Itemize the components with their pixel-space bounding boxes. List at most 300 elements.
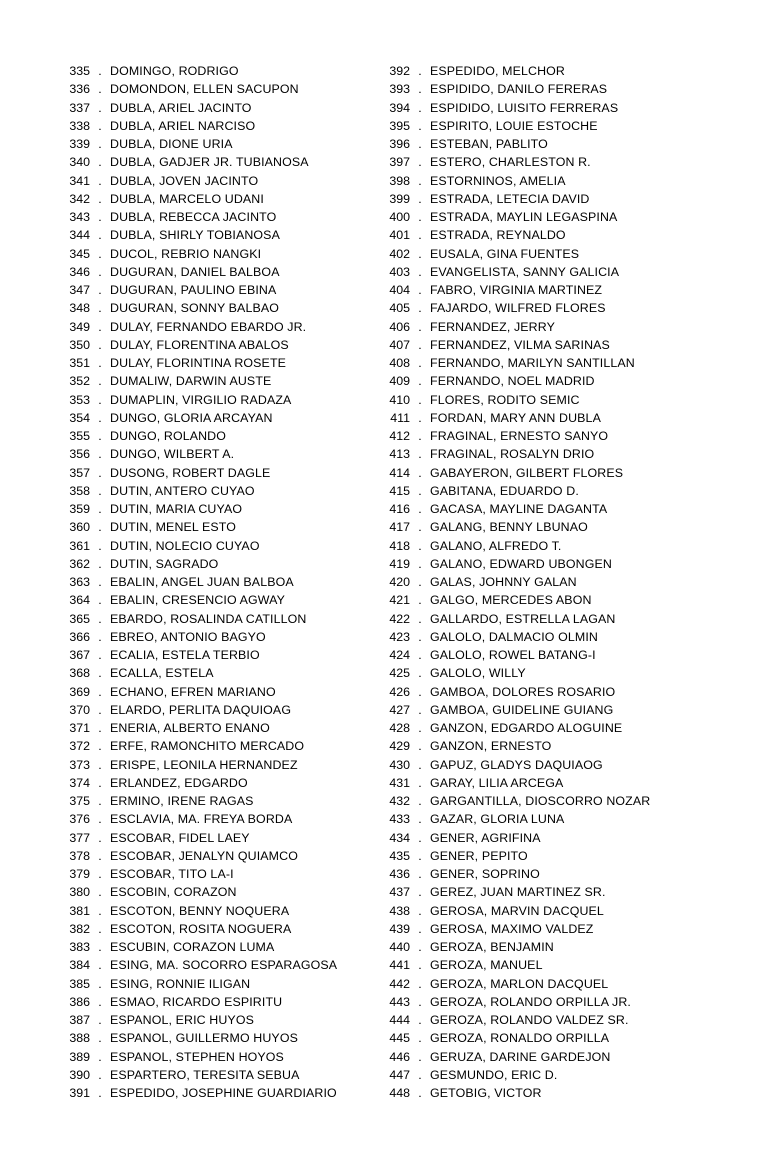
list-item-number: 385 — [69, 976, 90, 991]
list-item-separator: . — [418, 538, 422, 553]
list-item-number: 432 — [389, 794, 410, 808]
list-item-number: 363 — [69, 575, 90, 589]
list-item-number: 426 — [389, 684, 410, 699]
list-item — [380, 810, 720, 828]
list-item — [60, 99, 380, 117]
list-item-name: GERUZA, DARINE GARDEJON — [430, 1049, 611, 1064]
list-item-number: 399 — [389, 191, 410, 206]
list-item-number: 374 — [69, 775, 90, 790]
list-item-name: GEROZA, ROLANDO VALDEZ SR. — [430, 1013, 629, 1027]
list-item-number: 337 — [69, 100, 90, 115]
list-item-number: 446 — [389, 1049, 410, 1064]
list-item-name: ESPEDIDO, JOSEPHINE GUARDIARIO — [110, 1086, 337, 1100]
list-item-number: 424 — [389, 648, 410, 662]
list-item-number: 416 — [389, 502, 410, 516]
list-item-separator: . — [98, 374, 102, 389]
name-list-column-right — [380, 62, 720, 1102]
list-item-number: 364 — [69, 593, 90, 608]
list-item-separator: . — [98, 465, 102, 480]
list-item-separator: . — [98, 392, 102, 407]
list-item-separator: . — [98, 356, 102, 370]
list-item-name: ESPANOL, STEPHEN HOYOS — [110, 1049, 284, 1064]
list-item — [60, 1011, 380, 1029]
list-item-number: 388 — [69, 1031, 90, 1046]
list-item-name: DUMALIW, DARWIN AUSTE — [110, 374, 272, 389]
list-item-name: ESCOTON, BENNY NOQUERA — [110, 903, 290, 918]
list-item-number: 433 — [389, 812, 410, 827]
list-item-separator: . — [98, 1013, 102, 1027]
list-item-number: 443 — [389, 994, 410, 1009]
list-item-name: GEROZA, BENJAMIN — [430, 940, 554, 954]
list-item-name: DOMONDON, ELLEN SACUPON — [110, 82, 299, 97]
list-item-separator: . — [418, 757, 422, 772]
list-item-separator: . — [418, 447, 422, 462]
list-item-separator: . — [418, 1049, 422, 1064]
list-item — [60, 263, 380, 281]
list-item-separator: . — [418, 155, 422, 170]
list-item-number: 420 — [389, 575, 410, 589]
list-item-name: DULAY, FLORINTINA ROSETE — [110, 356, 287, 370]
list-item-separator: . — [98, 867, 102, 881]
list-item-name: EBREO, ANTONIO BAGYO — [110, 629, 266, 644]
list-item-name: GEROSA, MARVIN DACQUEL — [430, 903, 604, 918]
list-item-separator: . — [98, 319, 102, 334]
list-item-number: 382 — [69, 921, 90, 936]
list-item-name: EBARDO, ROSALINDA CATILLON — [110, 611, 307, 626]
list-item — [60, 135, 380, 153]
list-item-separator: . — [98, 429, 102, 443]
list-item — [60, 1029, 380, 1047]
list-item-separator: . — [418, 702, 422, 717]
list-item — [60, 646, 380, 664]
list-item-name: DUGURAN, SONNY BALBAO — [110, 301, 279, 316]
list-item-name: GALOLO, ROWEL BATANG-I — [430, 648, 596, 662]
list-item — [60, 518, 380, 536]
list-item-number: 344 — [69, 228, 90, 243]
list-item-separator: . — [418, 465, 422, 480]
list-item-number: 357 — [69, 465, 90, 480]
list-item-separator: . — [98, 337, 102, 352]
list-item-separator: . — [98, 940, 102, 954]
list-item-number: 350 — [69, 337, 90, 352]
list-item — [60, 591, 380, 609]
list-item — [60, 500, 380, 518]
list-item-separator: . — [418, 611, 422, 626]
list-item-number: 400 — [389, 210, 410, 224]
list-item-number: 368 — [69, 666, 90, 681]
list-item-separator: . — [98, 1031, 102, 1046]
list-item-name: DOMINGO, RODRIGO — [110, 64, 239, 78]
list-item-separator: . — [418, 940, 422, 954]
list-item — [60, 336, 380, 354]
list-item — [380, 518, 720, 536]
list-item-separator: . — [98, 739, 102, 754]
list-item — [380, 464, 720, 482]
list-item — [60, 62, 380, 80]
list-item-separator: . — [418, 374, 422, 389]
list-item — [380, 683, 720, 701]
list-item-separator: . — [98, 611, 102, 626]
list-item-number: 444 — [389, 1013, 410, 1027]
list-item-separator: . — [98, 958, 102, 973]
list-item — [380, 847, 720, 865]
list-item — [60, 792, 380, 810]
list-item-name: DUTIN, NOLECIO CUYAO — [110, 538, 260, 553]
list-item-number: 389 — [69, 1049, 90, 1064]
list-item-name: EUSALA, GINA FUENTES — [430, 246, 580, 261]
list-item-separator: . — [98, 100, 102, 115]
list-item — [380, 610, 720, 628]
list-item — [60, 1084, 380, 1102]
list-item-number: 417 — [389, 520, 410, 535]
list-item-separator: . — [418, 830, 422, 845]
list-item-separator: . — [98, 666, 102, 681]
list-item-separator: . — [98, 246, 102, 261]
list-item-name: FORDAN, MARY ANN DUBLA — [430, 410, 601, 425]
list-item-name: ERISPE, LEONILA HERNANDEZ — [110, 757, 298, 772]
list-item-name: EVANGELISTA, SANNY GALICIA — [430, 264, 620, 279]
list-item — [60, 208, 380, 226]
list-item-number: 369 — [69, 684, 90, 699]
list-item-name: ERFE, RAMONCHITO MERCADO — [110, 739, 305, 754]
list-item-number: 372 — [69, 739, 90, 754]
list-item-number: 377 — [69, 830, 90, 845]
list-item-name: ESMAO, RICARDO ESPIRITU — [110, 994, 283, 1009]
list-item-number: 335 — [69, 64, 90, 78]
list-item-name: GALOLO, WILLY — [430, 666, 526, 681]
list-item-number: 351 — [69, 356, 90, 370]
list-item — [60, 226, 380, 244]
list-item-separator: . — [98, 538, 102, 553]
list-item-number: 359 — [69, 502, 90, 516]
list-item — [60, 409, 380, 427]
list-item-separator: . — [418, 356, 422, 370]
list-item-separator: . — [418, 994, 422, 1009]
list-item — [60, 445, 380, 463]
list-item-number: 380 — [69, 885, 90, 900]
list-item-separator: . — [98, 1067, 102, 1082]
list-item-name: GENER, SOPRINO — [430, 867, 540, 881]
list-item-separator: . — [98, 173, 102, 188]
list-item-name: GETOBIG, VICTOR — [430, 1086, 542, 1100]
list-item-number: 396 — [389, 137, 410, 151]
list-item-separator: . — [98, 64, 102, 78]
list-item-number: 353 — [69, 392, 90, 407]
list-item-number: 418 — [389, 538, 410, 553]
list-item-number: 397 — [389, 155, 410, 170]
list-item-name: GALGO, MERCEDES ABON — [430, 593, 592, 608]
list-item-separator: . — [418, 575, 422, 589]
list-item — [60, 719, 380, 737]
list-item — [60, 810, 380, 828]
list-item-number: 345 — [69, 246, 90, 261]
list-item-number: 401 — [389, 228, 410, 243]
list-item-number: 435 — [389, 848, 410, 863]
list-item — [380, 883, 720, 901]
list-item-number: 394 — [389, 100, 410, 115]
list-item-number: 371 — [69, 721, 90, 735]
list-item-separator: . — [418, 794, 422, 808]
list-item-separator: . — [98, 702, 102, 717]
list-item-name: ECALIA, ESTELA TERBIO — [110, 648, 260, 662]
list-item-separator: . — [98, 191, 102, 206]
list-item — [60, 975, 380, 993]
list-item-name: ELARDO, PERLITA DAQUIOAG — [110, 702, 292, 717]
list-item-separator: . — [98, 283, 102, 297]
list-item-name: DUBLA, ARIEL JACINTO — [110, 100, 252, 115]
list-item — [380, 865, 720, 883]
list-item-number: 409 — [389, 374, 410, 389]
list-item-separator: . — [418, 921, 422, 936]
list-item-separator: . — [418, 283, 422, 297]
list-item-name: GABAYERON, GILBERT FLORES — [430, 465, 624, 480]
list-item-number: 393 — [389, 82, 410, 97]
list-item-number: 428 — [389, 721, 410, 735]
list-item-name: DUNGO, GLORIA ARCAYAN — [110, 410, 273, 425]
list-item-name: EBALIN, CRESENCIO AGWAY — [110, 593, 285, 608]
list-item — [380, 190, 720, 208]
list-item — [380, 208, 720, 226]
list-item-separator: . — [418, 903, 422, 918]
list-item-separator: . — [418, 429, 422, 443]
list-item — [60, 920, 380, 938]
list-item-name: GAMBOA, GUIDELINE GUIANG — [430, 702, 614, 717]
name-list-column-left — [60, 62, 380, 1102]
list-item-separator: . — [98, 301, 102, 316]
list-item-number: 342 — [69, 191, 90, 206]
list-item — [380, 993, 720, 1011]
list-item-name: DUBLA, ARIEL NARCISO — [110, 118, 256, 133]
list-item-number: 421 — [389, 593, 410, 608]
list-item-name: GESMUNDO, ERIC D. — [430, 1067, 558, 1082]
list-item — [60, 464, 380, 482]
list-item-name: ECHANO, EFREN MARIANO — [110, 684, 276, 699]
list-item-separator: . — [98, 629, 102, 644]
list-item-separator: . — [418, 629, 422, 644]
list-item-name: ESTRADA, MAYLIN LEGASPINA — [430, 210, 618, 224]
list-item — [60, 774, 380, 792]
list-item — [380, 701, 720, 719]
list-item-separator: . — [418, 976, 422, 991]
list-item-separator: . — [418, 392, 422, 407]
list-item-number: 390 — [69, 1067, 90, 1082]
list-item — [380, 445, 720, 463]
list-item-name: DULAY, FERNANDO EBARDO JR. — [110, 319, 307, 334]
list-item-number: 341 — [69, 173, 90, 188]
list-item-separator: . — [98, 593, 102, 608]
list-item-number: 338 — [69, 118, 90, 133]
list-item-number: 448 — [389, 1086, 410, 1100]
list-item-name: FAJARDO, WILFRED FLORES — [430, 301, 606, 316]
list-item-number: 410 — [389, 392, 410, 407]
list-item-name: ECALLA, ESTELA — [110, 666, 214, 681]
list-item-separator: . — [98, 483, 102, 498]
list-item-name: FRAGINAL, ERNESTO SANYO — [430, 429, 609, 443]
list-item-number: 361 — [69, 538, 90, 553]
list-item-separator: . — [418, 885, 422, 900]
list-item-number: 422 — [389, 611, 410, 626]
list-item-number: 370 — [69, 702, 90, 717]
list-item — [380, 1029, 720, 1047]
list-item — [60, 482, 380, 500]
list-item-name: ERLANDEZ, EDGARDO — [110, 775, 248, 790]
list-item-separator: . — [98, 82, 102, 97]
list-item — [380, 391, 720, 409]
list-item-name: ESPIDIDO, DANILO FERERAS — [430, 82, 608, 97]
list-item-separator: . — [98, 118, 102, 133]
list-item-separator: . — [418, 100, 422, 115]
list-item-name: GALANO, EDWARD UBONGEN — [430, 556, 612, 571]
list-item-number: 340 — [69, 155, 90, 170]
list-item-separator: . — [98, 447, 102, 462]
list-item-separator: . — [418, 502, 422, 516]
list-item-name: ESPEDIDO, MELCHOR — [430, 64, 565, 78]
list-item — [60, 1048, 380, 1066]
list-item-number: 413 — [389, 447, 410, 462]
list-item — [380, 646, 720, 664]
list-item-name: GALLARDO, ESTRELLA LAGAN — [430, 611, 616, 626]
list-item — [60, 737, 380, 755]
list-item-name: ESTERO, CHARLESTON R. — [430, 155, 591, 170]
list-item — [380, 829, 720, 847]
list-item — [380, 1011, 720, 1029]
list-item-number: 403 — [389, 264, 410, 279]
list-item-separator: . — [418, 520, 422, 535]
list-item — [60, 610, 380, 628]
list-item-number: 387 — [69, 1013, 90, 1027]
list-item-number: 437 — [389, 885, 410, 900]
list-item — [380, 1084, 720, 1102]
list-item — [380, 135, 720, 153]
list-item-number: 383 — [69, 940, 90, 954]
list-item-separator: . — [98, 775, 102, 790]
list-item-separator: . — [418, 210, 422, 224]
list-item-number: 438 — [389, 903, 410, 918]
list-item-name: EBALIN, ANGEL JUAN BALBOA — [110, 575, 294, 589]
list-item-separator: . — [98, 812, 102, 827]
list-item — [60, 628, 380, 646]
list-item-separator: . — [98, 903, 102, 918]
list-item-name: DUTIN, ANTERO CUYAO — [110, 483, 255, 498]
list-item — [60, 1066, 380, 1084]
list-item-name: GALAS, JOHNNY GALAN — [430, 575, 577, 589]
list-item-number: 441 — [389, 958, 410, 973]
list-item-name: DUBLA, MARCELO UDANI — [110, 191, 264, 206]
list-item-name: GALANO, ALFREDO T. — [430, 538, 562, 553]
list-item-separator: . — [98, 648, 102, 662]
list-item-separator: . — [418, 410, 422, 425]
list-item — [60, 701, 380, 719]
list-item-number: 386 — [69, 994, 90, 1009]
list-item-number: 362 — [69, 556, 90, 571]
list-item-name: FERNANDEZ, JERRY — [430, 319, 555, 334]
list-item-name: ESCOBAR, JENALYN QUIAMCO — [110, 848, 298, 863]
list-item-name: DUBLA, SHIRLY TOBIANOSA — [110, 228, 280, 243]
list-item-separator: . — [418, 137, 422, 151]
list-item-number: 379 — [69, 867, 90, 881]
list-item-number: 406 — [389, 319, 410, 334]
list-item-number: 398 — [389, 173, 410, 188]
list-item — [380, 409, 720, 427]
list-item — [60, 281, 380, 299]
list-item-separator: . — [98, 502, 102, 516]
list-item-separator: . — [98, 885, 102, 900]
list-item — [380, 117, 720, 135]
list-item — [380, 975, 720, 993]
list-item-name: GARAY, LILIA ARCEGA — [430, 775, 564, 790]
list-item-separator: . — [418, 958, 422, 973]
list-item-separator: . — [418, 337, 422, 352]
list-item — [380, 756, 720, 774]
list-item-separator: . — [418, 1013, 422, 1027]
list-item-separator: . — [98, 556, 102, 571]
list-item-name: GABITANA, EDUARDO D. — [430, 483, 579, 498]
list-item-separator: . — [418, 82, 422, 97]
list-item-name: ESPANOL, ERIC HUYOS — [110, 1013, 254, 1027]
list-item-name: GAZAR, GLORIA LUNA — [430, 812, 565, 827]
list-item-name: FERNANDEZ, VILMA SARINAS — [430, 337, 610, 352]
list-item — [60, 993, 380, 1011]
list-item — [60, 372, 380, 390]
list-item-number: 365 — [69, 611, 90, 626]
list-item-separator: . — [98, 757, 102, 772]
list-item-separator: . — [98, 520, 102, 535]
list-item-separator: . — [98, 137, 102, 151]
list-item-separator: . — [418, 1067, 422, 1082]
list-item-number: 358 — [69, 483, 90, 498]
list-item-name: DUTIN, MENEL ESTO — [110, 520, 237, 535]
list-item-separator: . — [418, 264, 422, 279]
list-item-number: 434 — [389, 830, 410, 845]
list-item-number: 445 — [389, 1031, 410, 1046]
list-item-name: GEREZ, JUAN MARTINEZ SR. — [430, 885, 606, 900]
list-item — [60, 299, 380, 317]
list-item-number: 427 — [389, 702, 410, 717]
list-item — [380, 737, 720, 755]
list-item — [380, 555, 720, 573]
list-item-separator: . — [418, 593, 422, 608]
list-item — [380, 719, 720, 737]
list-item — [380, 920, 720, 938]
list-item-number: 404 — [389, 283, 410, 297]
list-item-name: GANZON, EDGARDO ALOGUINE — [430, 721, 623, 735]
list-item — [380, 99, 720, 117]
list-item — [380, 956, 720, 974]
list-item-name: ESTRADA, LETECIA DAVID — [430, 191, 590, 206]
list-item-name: FLORES, RODITO SEMIC — [430, 392, 580, 407]
list-item — [380, 226, 720, 244]
list-item — [380, 573, 720, 591]
list-item-number: 423 — [389, 629, 410, 644]
list-item-number: 392 — [389, 64, 410, 78]
list-item — [380, 500, 720, 518]
list-item-number: 430 — [389, 757, 410, 772]
list-item — [380, 299, 720, 317]
list-item-name: ESCOTON, ROSITA NOGUERA — [110, 921, 292, 936]
list-item-separator: . — [98, 410, 102, 425]
list-item-name: DUTIN, SAGRADO — [110, 556, 219, 571]
list-item-name: ESCUBIN, CORAZON LUMA — [110, 940, 275, 954]
list-item-separator: . — [98, 921, 102, 936]
list-item — [60, 683, 380, 701]
list-item-name: DUNGO, WILBERT A. — [110, 447, 235, 462]
list-item-name: ESCOBIN, CORAZON — [110, 885, 237, 900]
list-item — [60, 664, 380, 682]
list-item-number: 375 — [69, 794, 90, 808]
list-item-separator: . — [418, 301, 422, 316]
list-item-name: FERNANDO, MARILYN SANTILLAN — [430, 356, 635, 370]
list-item-number: 352 — [69, 374, 90, 389]
